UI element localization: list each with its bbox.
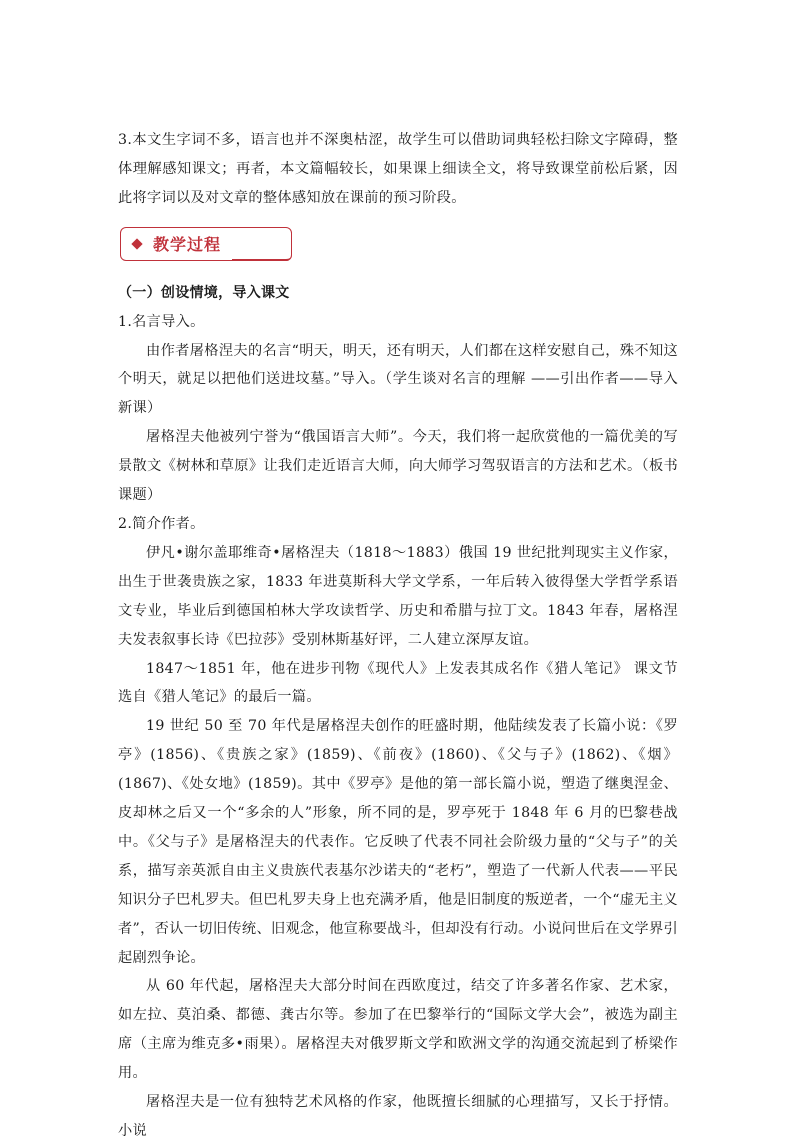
section-header-teaching-process <box>120 227 292 261</box>
item1-paragraph-2: 屠格涅夫他被列宁誉为“俄国语言大师”。今天，我们将一起欣赏他的一篇优美的写景散文《树林和草原》让我们走近语言大师，向大师学习驾驭语言的方法和艺术。（板书课题） <box>118 429 678 504</box>
item2-label: 2.简介作者。 <box>118 515 205 532</box>
document-content <box>118 126 678 1146</box>
item2-paragraph-3: 19 世纪 50 至 70 年代是屠格涅夫创作的旺盛时期，他陆续发表了长篇小说：《罗亭》(1856)、《贵族之家》(1859)、《前夜》(1860)、《父与子》(1862)、《烟》(1867)、《处女地》(1859)。其中《罗亭》是他的第一部长篇小说，塑造了继奥涅金、皮却林之后又一个“多余的人”形象，所不同的是，罗亭死于 1848 年 6 月的巴黎巷战中。《父与子》是屠格涅夫的代表作。它反映了代表不同社会阶级力量的“父与子”的关系，描写亲英派自由主义贵族代表基尔沙诺夫的“老朽”，塑造了一代新人代表——平民知识分子巴札罗夫。但巴札罗夫身上也充满矛盾，他是旧制度的叛逆者，一个“虚无主义者”，否认一切旧传统、旧观念，他宣称要战斗，但却没有行动。小说问世后在文学界引起剧烈争论。 <box>118 718 678 966</box>
item2-paragraph-5: 屠格涅夫是一位有独特艺术风格的作家，他既擅长细腻的心理描写，又长于抒情。小说 <box>118 1094 678 1139</box>
item2-paragraph-4: 从 60 年代起，屠格涅夫大部分时间在西欧度过，结交了许多著名作家、艺术家，如左拉、莫泊桑、都德、龚古尔等。参加了在巴黎举行的“国际文学大会”，被选为副主席（主席为维克多•雨果）。屠格涅夫对俄罗斯文学和欧洲文学的沟通交流起到了桥梁作用。 <box>118 978 678 1082</box>
section-title: 教学过程 <box>153 235 222 255</box>
diamond-icon <box>131 238 142 249</box>
item1-label: 1.名言导入。 <box>118 313 205 330</box>
item2-paragraph-1: 伊凡•谢尔盖耶维奇•屠格涅夫（1818～1883）俄国 19 世纪批判现实主义作家，出生于世袭贵族之家，1833 年进莫斯科大学文学系，一年后转入彼得堡大学哲学系语文专业，毕业后到德国柏林大学攻读哲学、历史和希腊与拉丁文。1843 年春，屠格涅夫发表叙事长诗《巴拉莎》受别林斯基好评，二人建立深厚友谊。 <box>118 544 678 648</box>
intro-paragraph-3: 3.本文生字词不多，语言也并不深奥枯涩，故学生可以借助词典轻松扫除文字障碍，整体理解感知课文；再者，本文篇幅较长，如果课上细读全文，将导致课堂前松后紧，因此将字词以及对文章的整体感知放在课前的预习阶段。 <box>118 132 678 206</box>
part1-heading: （一）创设情境，导入课文 <box>118 284 290 301</box>
item1-paragraph-1: 由作者屠格涅夫的名言“明天，明天，还有明天，人们都在这样安慰自己，殊不知这个明天，就足以把他们送进坟墓。”导入。（学生谈对名言的理解 ——引出作者——导入新课） <box>118 342 678 417</box>
item2-paragraph-2: 1847～1851 年，他在进步刊物《现代人》上发表其成名作《猎人笔记》 课文节选自《猎人笔记》的最后一篇。 <box>118 660 678 706</box>
